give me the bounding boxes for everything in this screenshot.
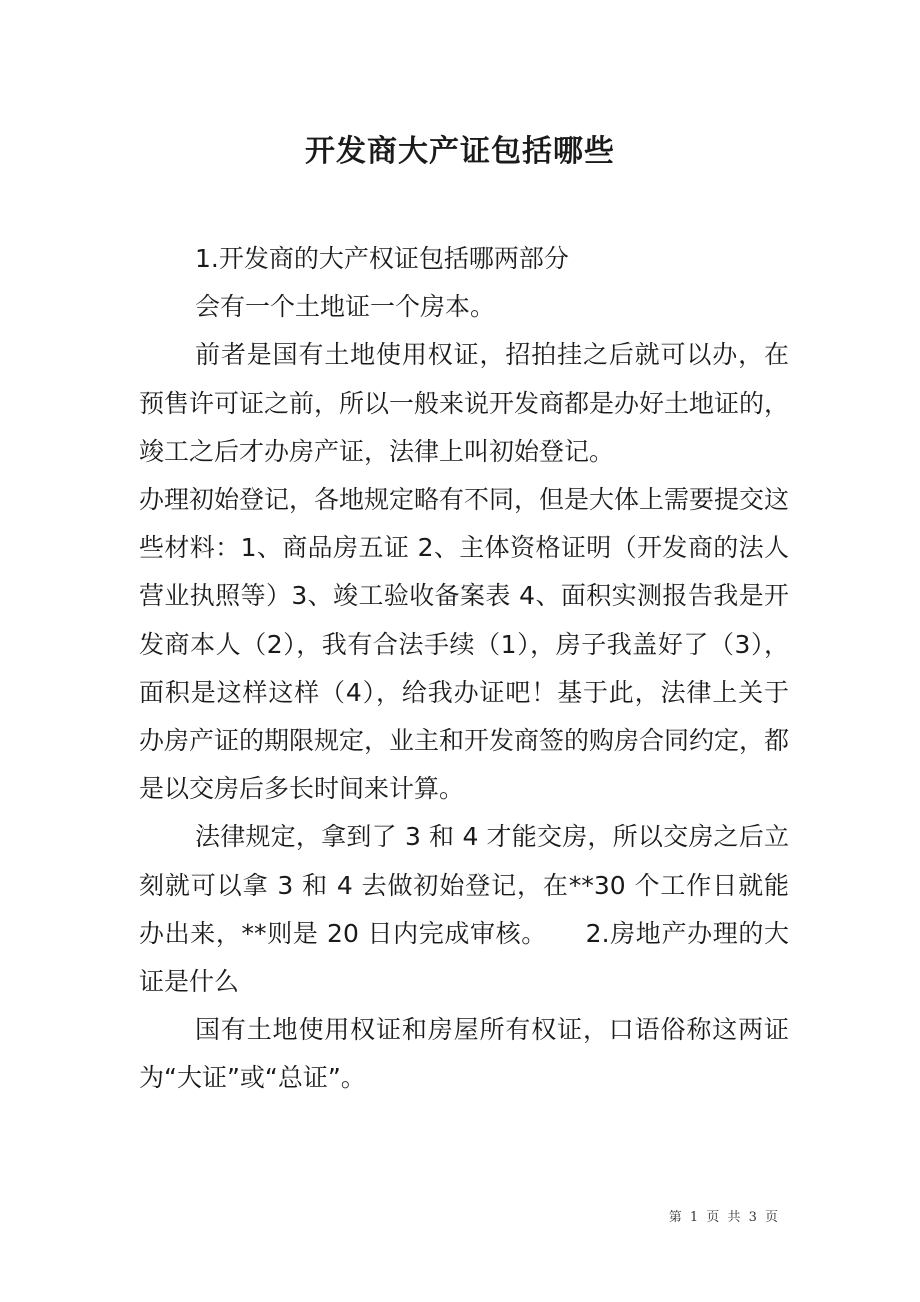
paragraph-heading-1: 1.开发商的大产权证包括哪两部分 xyxy=(195,244,569,273)
paragraph: 法律规定，拿到了 3 和 4 才能交房，所以交房之后立刻就可以拿 3 和 4 去做初始登记，在**30 个工作日就能办出来，**则是 20 日内完成审核。 2.房地产办理的大证是什么 xyxy=(139,822,789,997)
paragraph: 会有一个土地证一个房本。 xyxy=(195,292,496,322)
paragraph: 前者是国有土地使用权证，招拍挂之后就可以办，在预售许可证之前，所以一般来说开发商都是办好土地证的，竣工之后才办房产证，法律上叫初始登记。 xyxy=(139,340,790,466)
page-number: 第 1 页 共 3 页 xyxy=(668,1210,780,1225)
document-body xyxy=(139,235,789,1103)
paragraph: 办理初始登记，各地规定略有不同，但是大体上需要提交这些材料：1、商品房五证 2、主体资格证明（开发商的法人营业执照等）3、竣工验收备案表 4、面积实测报告我是开发商本人（2），我有合法手续（1），房子我盖好了（3），面积是这样这样（4），给我办证吧！基于此，法律上关于办房产证的期限规定，业主和开发商签的购房合同约定，都是以交房后多长时间来计算。 xyxy=(139,485,790,804)
document-title: 开发商大产证包括哪些 xyxy=(305,134,615,169)
paragraph: 国有土地使用权证和房屋所有权证，口语俗称这两证为“大证”或“总证”。 xyxy=(139,1015,789,1093)
